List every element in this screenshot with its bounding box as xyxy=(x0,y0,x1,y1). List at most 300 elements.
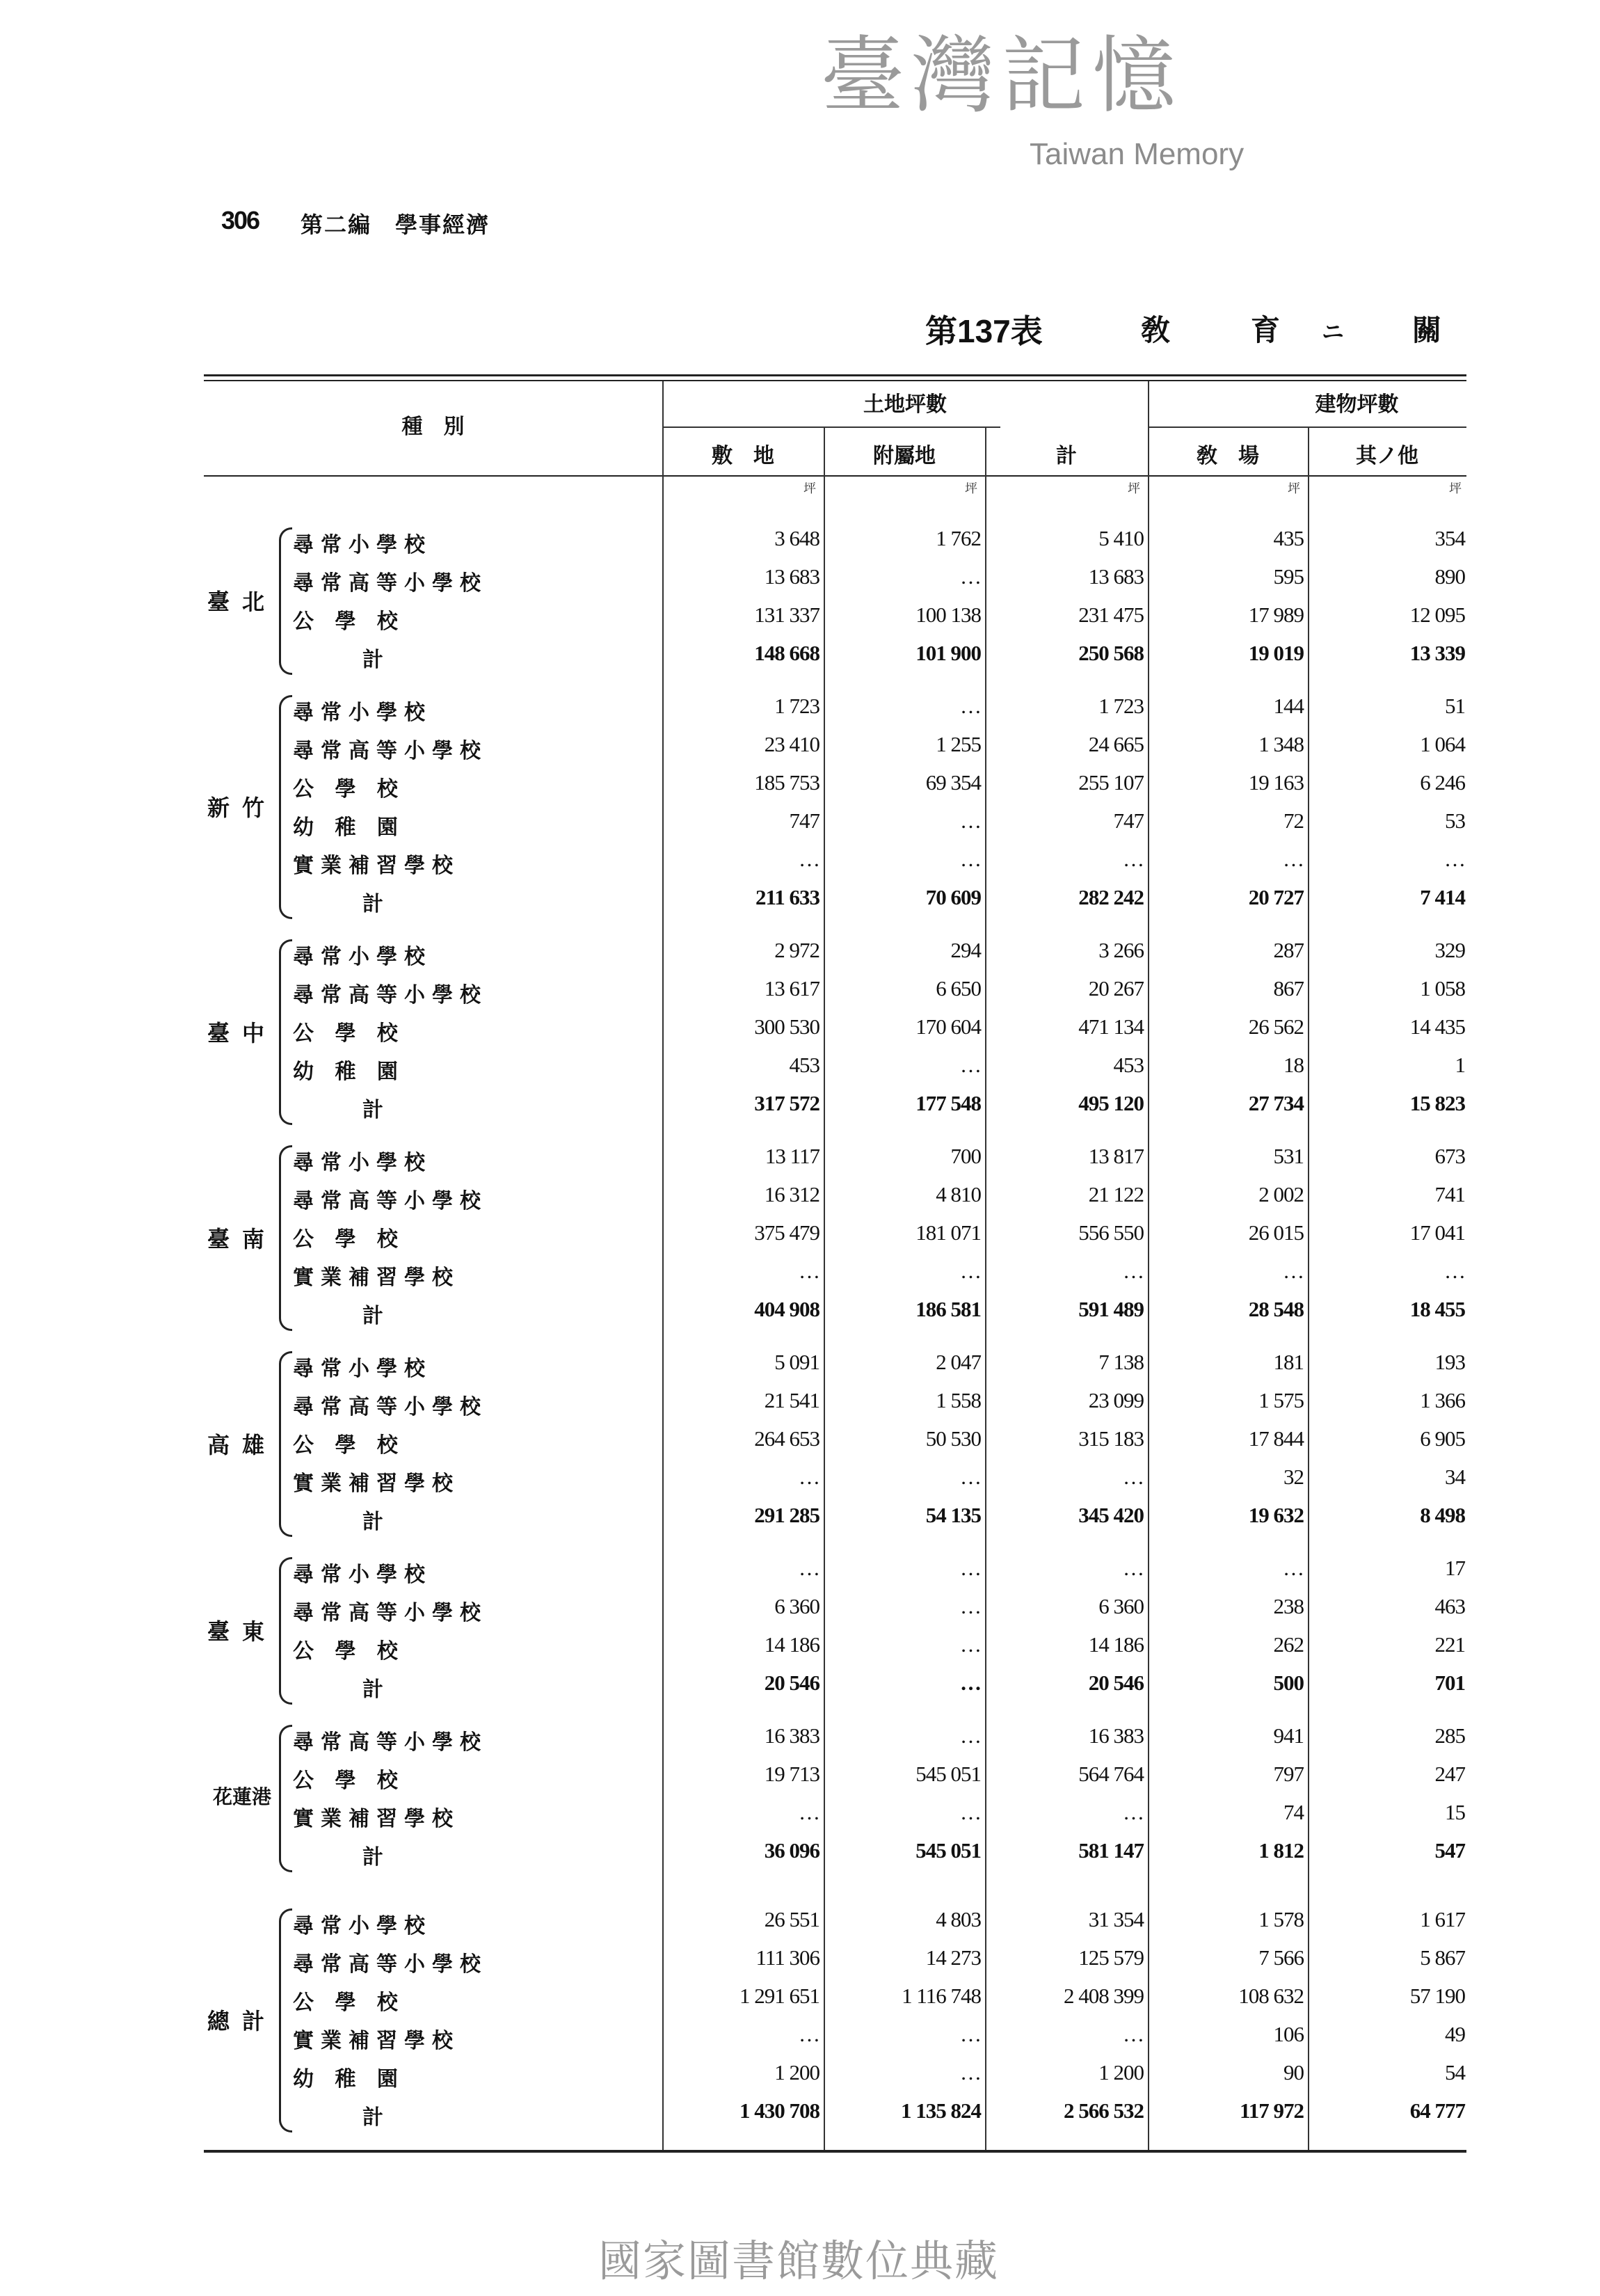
cell-value: 70 609 xyxy=(925,885,981,909)
table-row xyxy=(204,1256,1466,1294)
row-label xyxy=(293,1763,662,1794)
cell-value: … xyxy=(1283,1556,1304,1580)
cell-value: 595 xyxy=(1273,564,1304,589)
row-label xyxy=(293,1092,662,1123)
row-label-text: 尋常高等小學校 xyxy=(293,1952,490,1977)
cell-value: 545 051 xyxy=(915,1838,981,1863)
row-label-text: 公 學 校 xyxy=(293,1021,408,1046)
row-label-text: 實業補習學校 xyxy=(293,1472,463,1496)
row-label-text: 尋常高等小學校 xyxy=(293,983,490,1007)
cell-value: 36 096 xyxy=(764,1838,819,1863)
cell-value: 20 727 xyxy=(1248,885,1304,909)
cell-value: 300 530 xyxy=(754,1014,819,1039)
cell-value: 13 617 xyxy=(764,976,819,1000)
top-rule-inner xyxy=(204,380,1466,381)
row-label xyxy=(293,1908,662,1939)
cell-value: 291 285 xyxy=(754,1503,819,1527)
cell-value: 6 905 xyxy=(1420,1426,1465,1451)
row-label xyxy=(293,1672,662,1703)
cell-value: 2 566 532 xyxy=(1064,2098,1144,2123)
cell-value: 14 186 xyxy=(1088,1632,1144,1657)
cell-value: 453 xyxy=(789,1053,819,1077)
cell-value: 1 xyxy=(1455,1053,1465,1077)
land-header: 土地坪數 xyxy=(863,392,947,417)
row-label xyxy=(293,939,662,970)
cell-value: 26 551 xyxy=(764,1907,819,1931)
cell-value: 531 xyxy=(1273,1144,1304,1168)
group-brace xyxy=(279,1351,292,1537)
row-label xyxy=(293,1725,662,1755)
row-label xyxy=(293,1260,662,1291)
region-name: 臺南 xyxy=(207,1225,277,1252)
cell-value: … xyxy=(799,1800,819,1824)
top-rule xyxy=(204,374,1466,376)
cell-value: 7 566 xyxy=(1258,1945,1304,1970)
cell-value: 17 844 xyxy=(1248,1426,1304,1451)
cell-value: 1 558 xyxy=(936,1388,981,1412)
table-row xyxy=(204,1462,1466,1500)
row-label xyxy=(293,1947,662,1977)
row-label-text: 計 xyxy=(362,2105,393,2130)
cell-value: … xyxy=(1123,1556,1144,1580)
table-title-char: ニ xyxy=(1322,319,1345,345)
cell-value: 17 989 xyxy=(1248,603,1304,627)
cell-value: 72 xyxy=(1283,808,1304,833)
land-subrule xyxy=(662,426,1000,428)
row-label-text: 尋常小學校 xyxy=(293,533,435,557)
cell-value: 31 354 xyxy=(1088,1907,1144,1931)
table-row xyxy=(204,561,1466,600)
cell-value: … xyxy=(960,1723,981,1748)
cell-value: 108 632 xyxy=(1238,1984,1304,2008)
table-row xyxy=(204,973,1466,1012)
row-label xyxy=(293,1054,662,1085)
row-label-text: 公 學 校 xyxy=(293,1639,408,1664)
cell-value: 701 xyxy=(1434,1671,1465,1695)
cell-value: 53 xyxy=(1445,808,1465,833)
cell-value: 211 633 xyxy=(755,885,819,909)
cell-value: 16 383 xyxy=(764,1723,819,1748)
cell-value: 101 900 xyxy=(915,641,981,665)
row-label xyxy=(293,978,662,1008)
group-brace xyxy=(279,1557,292,1705)
row-label xyxy=(293,1389,662,1420)
table-row xyxy=(204,600,1466,638)
row-label-text: 幼 稚 園 xyxy=(293,1060,408,1084)
cell-value: 117 972 xyxy=(1239,2098,1304,2123)
row-label xyxy=(293,527,662,558)
cell-value: 14 186 xyxy=(764,1632,819,1657)
cell-value: 1 064 xyxy=(1420,732,1465,756)
cell-value: 3 648 xyxy=(774,526,819,550)
row-label-text: 計 xyxy=(362,648,393,672)
cell-value: 20 546 xyxy=(764,1671,819,1695)
cell-value: 21 122 xyxy=(1088,1182,1144,1206)
cell-value: 148 668 xyxy=(754,641,819,665)
cell-value: … xyxy=(1283,847,1304,871)
cell-value: 1 200 xyxy=(774,2060,819,2084)
row-label-text: 幼 稚 園 xyxy=(293,815,408,840)
cell-value: 700 xyxy=(950,1144,981,1168)
cell-value: 16 383 xyxy=(1088,1723,1144,1748)
cell-value: 1 366 xyxy=(1420,1388,1465,1412)
cell-value: 144 xyxy=(1273,694,1304,718)
table-row xyxy=(204,1943,1466,1981)
cell-value: … xyxy=(960,1053,981,1077)
table-row xyxy=(204,935,1466,973)
row-label-text: 尋常小學校 xyxy=(293,701,435,725)
cell-value: … xyxy=(960,1632,981,1657)
cell-value: … xyxy=(1123,2022,1144,2046)
subtotal-row xyxy=(204,882,1466,920)
cell-value: 24 665 xyxy=(1088,732,1144,756)
row-label xyxy=(293,1466,662,1497)
section-title: 第二編 學事經濟 xyxy=(301,212,490,238)
cell-value: 1 135 824 xyxy=(901,2098,981,2123)
cell-value: 8 498 xyxy=(1420,1503,1465,1527)
row-label xyxy=(293,695,662,726)
cell-value: 941 xyxy=(1273,1723,1304,1748)
cell-value: … xyxy=(960,1671,981,1695)
cell-value: 500 xyxy=(1273,1671,1304,1695)
row-label xyxy=(293,1222,662,1252)
cell-value: 19 163 xyxy=(1248,770,1304,795)
cell-value: … xyxy=(960,1594,981,1618)
cell-value: 54 135 xyxy=(925,1503,981,1527)
cell-value: 581 147 xyxy=(1078,1838,1144,1863)
footer-credit: 國家圖書館數位典藏 xyxy=(598,2235,1000,2286)
cell-value: 247 xyxy=(1434,1762,1465,1786)
row-label xyxy=(293,1016,662,1046)
cell-value: 15 xyxy=(1445,1800,1465,1824)
subtotal-row xyxy=(204,1500,1466,1538)
cell-value: 6 360 xyxy=(774,1594,819,1618)
watermark: 臺灣記憶 xyxy=(821,28,1183,125)
row-label-text: 計 xyxy=(362,1677,393,1702)
unit-label: 坪 xyxy=(965,481,977,496)
cell-value: 13 117 xyxy=(765,1144,819,1168)
subtotal-row xyxy=(204,1668,1466,1706)
row-label-text: 尋常小學校 xyxy=(293,1357,435,1381)
cell-value: 471 134 xyxy=(1078,1014,1144,1039)
row-label xyxy=(293,1428,662,1458)
cell-value: 4 810 xyxy=(936,1182,981,1206)
cell-value: … xyxy=(1123,847,1144,871)
subtotal-row xyxy=(204,2096,1466,2134)
cell-value: 50 530 xyxy=(925,1426,981,1451)
table-row xyxy=(204,806,1466,844)
group-brace xyxy=(279,1908,292,2132)
row-label xyxy=(293,848,662,879)
cell-value: 26 015 xyxy=(1248,1220,1304,1245)
row-label xyxy=(293,1298,662,1329)
cell-value: 34 xyxy=(1445,1465,1465,1489)
cell-value: 131 337 xyxy=(754,603,819,627)
table-row xyxy=(204,1179,1466,1218)
region-name: 新竹 xyxy=(207,795,277,821)
cell-value: 27 734 xyxy=(1248,1091,1304,1115)
row-label-text: 實業補習學校 xyxy=(293,2029,463,2053)
row-label-text: 公 學 校 xyxy=(293,1769,408,1793)
cell-value: 193 xyxy=(1434,1350,1465,1374)
table-row xyxy=(204,1629,1466,1668)
table-row xyxy=(204,1050,1466,1088)
table-row xyxy=(204,844,1466,882)
table-title-char: 關 xyxy=(1412,313,1442,347)
cell-value: 6 246 xyxy=(1420,770,1465,795)
cell-value: … xyxy=(1444,847,1465,871)
cell-value: … xyxy=(1123,1465,1144,1489)
cell-value: 250 568 xyxy=(1078,641,1144,665)
cell-value: 747 xyxy=(1113,808,1144,833)
table-row xyxy=(204,1012,1466,1050)
cell-value: 6 360 xyxy=(1098,1594,1144,1618)
cell-value: 90 xyxy=(1283,2060,1304,2084)
cell-value: … xyxy=(960,2022,981,2046)
row-label xyxy=(293,886,662,917)
cell-value: 221 xyxy=(1434,1632,1465,1657)
cell-value: 28 548 xyxy=(1248,1297,1304,1321)
row-label-text: 尋常高等小學校 xyxy=(293,1189,490,1213)
cell-value: 51 xyxy=(1445,694,1465,718)
cell-value: 17 041 xyxy=(1409,1220,1465,1245)
bottom-rule xyxy=(204,2150,1466,2153)
unit-label: 坪 xyxy=(1449,481,1462,496)
cell-value: 21 541 xyxy=(764,1388,819,1412)
cell-value: 12 095 xyxy=(1409,603,1465,627)
cell-value: 26 562 xyxy=(1248,1014,1304,1039)
cell-value: 1 291 651 xyxy=(739,1984,819,2008)
cell-value: 5 410 xyxy=(1098,526,1144,550)
cell-value: 315 183 xyxy=(1078,1426,1144,1451)
region-name: 臺中 xyxy=(207,1019,277,1046)
cell-value: 186 581 xyxy=(915,1297,981,1321)
cell-value: 890 xyxy=(1434,564,1465,589)
cell-value: 23 099 xyxy=(1088,1388,1144,1412)
table-row xyxy=(204,1218,1466,1256)
row-label xyxy=(293,566,662,596)
group-brace xyxy=(279,1145,292,1331)
region-name: 高雄 xyxy=(207,1431,277,1458)
page-number: 306 xyxy=(221,206,259,234)
row-label xyxy=(293,1840,662,1870)
cell-value: 282 242 xyxy=(1078,885,1144,909)
cell-value: 7 414 xyxy=(1420,885,1465,909)
column-header: 附屬地 xyxy=(873,444,936,468)
cell-value: … xyxy=(799,2022,819,2046)
row-label-text: 尋常高等小學校 xyxy=(293,739,490,763)
row-label xyxy=(293,1595,662,1626)
table-row xyxy=(204,1141,1466,1179)
cell-value: 185 753 xyxy=(754,770,819,795)
cell-value: 354 xyxy=(1434,526,1465,550)
cell-value: 255 107 xyxy=(1078,770,1144,795)
cell-value: 741 xyxy=(1434,1182,1465,1206)
cell-value: 32 xyxy=(1283,1465,1304,1489)
cell-value: 1 723 xyxy=(774,694,819,718)
cell-value: … xyxy=(1123,1259,1144,1283)
data-table xyxy=(204,374,1466,2153)
cell-value: 1 575 xyxy=(1258,1388,1304,1412)
cell-value: 7 138 xyxy=(1098,1350,1144,1374)
table-row xyxy=(204,1424,1466,1462)
cell-value: … xyxy=(799,1556,819,1580)
cell-value: 2 408 399 xyxy=(1064,1984,1144,2008)
cell-value: 329 xyxy=(1434,938,1465,962)
cell-value: 495 120 xyxy=(1078,1091,1144,1115)
cell-value: 797 xyxy=(1273,1762,1304,1786)
cell-value: 867 xyxy=(1273,976,1304,1000)
cell-value: 100 138 xyxy=(915,603,981,627)
table-row xyxy=(204,1981,1466,2019)
table-row xyxy=(204,523,1466,561)
cell-value: 404 908 xyxy=(754,1297,819,1321)
cell-value: … xyxy=(1444,1259,1465,1283)
cell-value: 181 xyxy=(1273,1350,1304,1374)
group-brace xyxy=(279,695,292,919)
table-row xyxy=(204,1347,1466,1385)
table-row xyxy=(204,1721,1466,1759)
subtotal-row xyxy=(204,1835,1466,1874)
cell-value: 69 354 xyxy=(925,770,981,795)
cell-value: 317 572 xyxy=(754,1091,819,1115)
cell-value: 1 116 748 xyxy=(902,1984,981,2008)
cell-value: 2 972 xyxy=(774,938,819,962)
cell-value: 74 xyxy=(1283,1800,1304,1824)
cell-value: 6 650 xyxy=(936,976,981,1000)
cell-value: … xyxy=(960,1800,981,1824)
cell-value: … xyxy=(960,1465,981,1489)
cell-value: … xyxy=(960,1556,981,1580)
row-label xyxy=(293,1504,662,1535)
cell-value: 18 xyxy=(1283,1053,1304,1077)
region-name: 花蓮港 xyxy=(212,1785,271,1808)
row-label xyxy=(293,810,662,840)
row-label xyxy=(293,1985,662,2016)
cell-value: 453 xyxy=(1113,1053,1144,1077)
table-row xyxy=(204,1591,1466,1629)
table-row xyxy=(204,1759,1466,1797)
region-name: 臺東 xyxy=(207,1618,277,1645)
cell-value: 15 823 xyxy=(1409,1091,1465,1115)
cell-value: 1 348 xyxy=(1258,732,1304,756)
cell-value: … xyxy=(799,1259,819,1283)
unit-label: 坪 xyxy=(1128,481,1140,496)
subtotal-row xyxy=(204,1088,1466,1126)
cell-value: 287 xyxy=(1273,938,1304,962)
table-row xyxy=(204,2057,1466,2096)
cell-value: 747 xyxy=(789,808,819,833)
cell-value: 57 190 xyxy=(1409,1984,1465,2008)
cell-value: … xyxy=(960,808,981,833)
row-label-text: 公 學 校 xyxy=(293,1227,408,1252)
cell-value: 5 867 xyxy=(1420,1945,1465,1970)
row-label-text: 計 xyxy=(362,892,393,916)
cell-value: … xyxy=(1123,1800,1144,1824)
cell-value: 13 683 xyxy=(764,564,819,589)
unit-label: 坪 xyxy=(803,481,816,496)
cell-value: 3 266 xyxy=(1098,938,1144,962)
cell-value: … xyxy=(960,564,981,589)
row-label-text: 尋常小學校 xyxy=(293,1563,435,1587)
region-name: 臺北 xyxy=(207,589,277,615)
watermark-english: Taiwan Memory xyxy=(1030,137,1245,171)
row-label-text: 實業補習學校 xyxy=(293,1807,463,1831)
cell-value: … xyxy=(960,694,981,718)
table-row xyxy=(204,1797,1466,1835)
row-label-text: 公 學 校 xyxy=(293,1991,408,2015)
cell-value: 556 550 xyxy=(1078,1220,1144,1245)
row-label xyxy=(293,1183,662,1214)
row-label-text: 公 學 校 xyxy=(293,777,408,802)
cell-value: 181 071 xyxy=(915,1220,981,1245)
cell-value: 547 xyxy=(1434,1838,1465,1863)
row-label-text: 尋常小學校 xyxy=(293,1151,435,1175)
row-label xyxy=(293,2023,662,2054)
row-label-text: 計 xyxy=(362,1098,393,1122)
cell-value: … xyxy=(799,1465,819,1489)
cell-value: 1 723 xyxy=(1098,694,1144,718)
row-label xyxy=(293,1557,662,1588)
cell-value: 20 546 xyxy=(1088,1671,1144,1695)
column-header: 計 xyxy=(1056,444,1077,468)
cell-value: 435 xyxy=(1273,526,1304,550)
cell-value: 591 489 xyxy=(1078,1297,1144,1321)
subtotal-row xyxy=(204,638,1466,676)
cell-value: 19 713 xyxy=(764,1762,819,1786)
row-label-text: 公 學 校 xyxy=(293,1433,408,1458)
cell-value: 545 051 xyxy=(915,1762,981,1786)
row-label xyxy=(293,1351,662,1382)
cell-value: 1 762 xyxy=(936,526,981,550)
cell-value: 1 617 xyxy=(1420,1907,1465,1931)
cell-value: 125 579 xyxy=(1078,1945,1144,1970)
cell-value: 19 019 xyxy=(1248,641,1304,665)
row-label xyxy=(293,733,662,764)
row-label xyxy=(293,1634,662,1664)
row-label-text: 計 xyxy=(362,1304,393,1328)
row-label xyxy=(293,2100,662,2130)
row-label xyxy=(293,1801,662,1832)
column-header: 敎 場 xyxy=(1197,444,1259,468)
table-number: 第137表 xyxy=(925,313,1043,349)
row-label-text: 幼 稚 園 xyxy=(293,2067,408,2091)
cell-value: 18 455 xyxy=(1409,1297,1465,1321)
cell-value: 231 475 xyxy=(1078,603,1144,627)
cell-value: 1 255 xyxy=(936,732,981,756)
cell-value: … xyxy=(960,847,981,871)
cell-value: 54 xyxy=(1445,2060,1465,2084)
cell-value: 14 273 xyxy=(925,1945,981,1970)
column-header: 敷 地 xyxy=(712,444,774,468)
row-label xyxy=(293,2062,662,2092)
table-title-char: 育 xyxy=(1251,313,1281,347)
cell-value: 238 xyxy=(1273,1594,1304,1618)
table-title-char: 敎 xyxy=(1141,313,1171,347)
header-rule xyxy=(204,475,1466,477)
table-row xyxy=(204,1904,1466,1943)
cell-value: 673 xyxy=(1434,1144,1465,1168)
table-row xyxy=(204,767,1466,806)
cell-value: 23 410 xyxy=(764,732,819,756)
cell-value: … xyxy=(1283,1259,1304,1283)
row-label xyxy=(293,642,662,673)
column-header: 其ノ他 xyxy=(1356,444,1418,468)
cell-value: 4 803 xyxy=(936,1907,981,1931)
group-brace xyxy=(279,939,292,1125)
subtotal-row xyxy=(204,1294,1466,1332)
cell-value: 177 548 xyxy=(915,1091,981,1115)
